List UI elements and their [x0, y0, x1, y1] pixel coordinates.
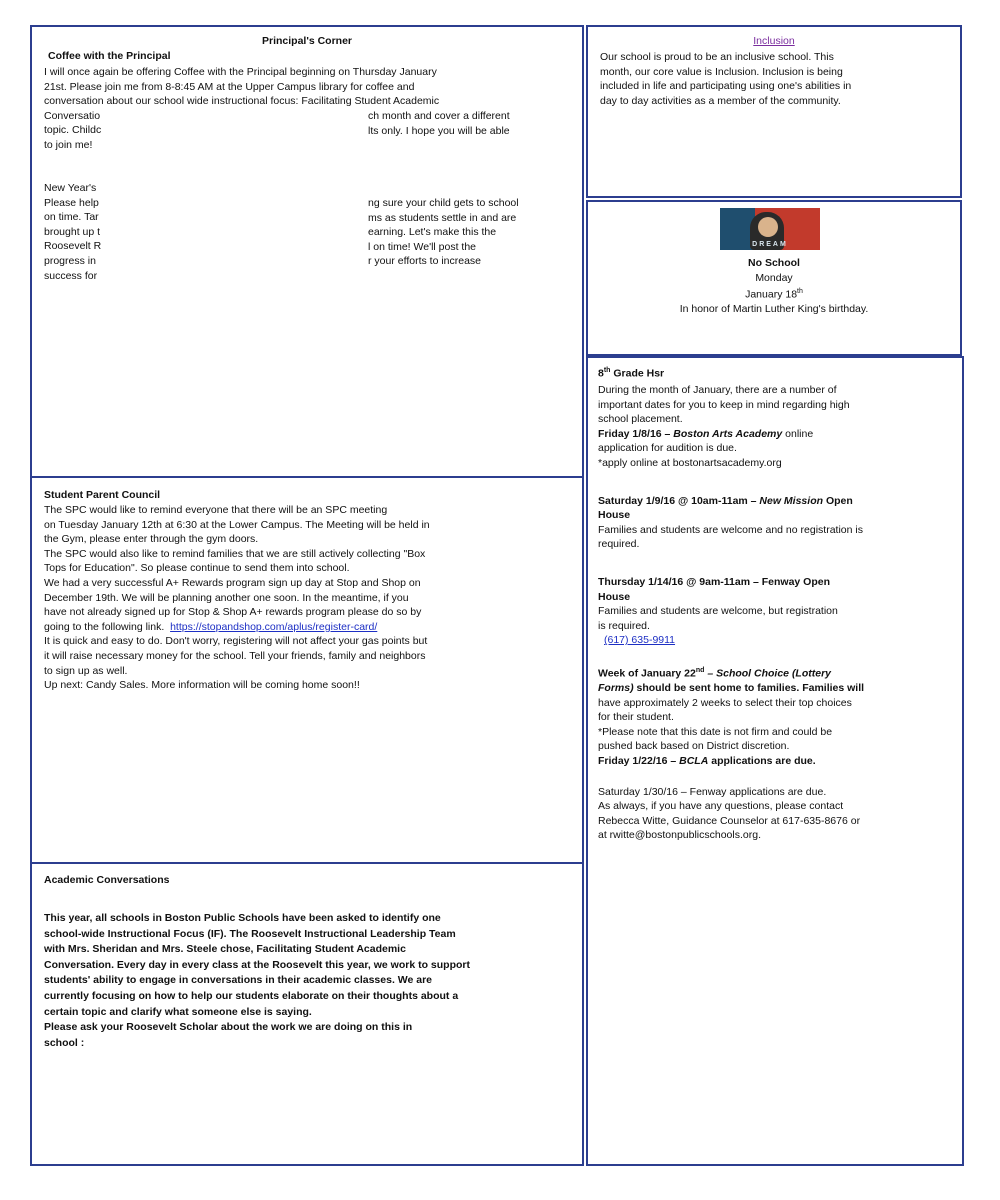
academic-line: certain topic and clarify what someone else is saying.	[44, 1005, 312, 1018]
spc-line: the Gym, please enter through the gym doors.	[44, 533, 259, 546]
event-line: pushed back based on District discretion.	[598, 740, 790, 753]
spc-line: on Tuesday January 12th at 6:30 at the Lower Campus. The Meeting will be held in	[44, 518, 430, 531]
event-rest: should be sent home to families. Families will	[633, 682, 865, 695]
event-fenway-applications: Saturday 1/30/16 – Fenway applications are due.	[598, 785, 827, 798]
portrait-face	[758, 217, 778, 237]
academic-line: students' ability to engage in conversations in their academic classes. We are	[44, 974, 433, 987]
academic-line: currently focusing on how to help our students elaborate on their thoughts about a	[44, 989, 459, 1002]
new-year-right-fragments	[368, 196, 578, 269]
event-date: Friday 1/8/16 –	[598, 427, 674, 440]
event-line: application for audition is due.	[598, 442, 737, 455]
academic-paragraph	[44, 911, 574, 1051]
coffee-line: 21st. Please join me from 8-8:45 AM at the Upper Campus library for coffee and	[44, 80, 415, 93]
new-year-fragment: l on time! We'll post the	[368, 240, 477, 253]
event-suffix: Open	[823, 494, 853, 507]
spc-line: Tops for Education". So please continue to send them into school.	[44, 562, 350, 575]
coffee-line: Conversatio	[44, 109, 101, 122]
spc-line: We had a very successful A+ Rewards program sign up day at Stop and Shop on	[44, 576, 421, 589]
event-name: – School Choice (Lottery	[704, 667, 832, 680]
coffee-line: to join me!	[44, 138, 93, 151]
spc-line: Up next: Candy Sales. More information will be coming home soon!!	[44, 679, 360, 692]
event-line: *apply online at bostonartsacademy.org	[598, 457, 782, 470]
event-line: is required.	[598, 619, 650, 632]
title-rest: Grade Hsr	[610, 367, 665, 380]
event-line	[598, 681, 953, 696]
inclusion-title: Inclusion	[753, 35, 795, 47]
event-line: Families and students are welcome and no registration is	[598, 523, 863, 536]
new-year-fragment: success for	[44, 269, 98, 282]
new-year-block	[44, 181, 164, 283]
spc-line: to sign up as well.	[44, 664, 128, 677]
event-boston-arts-academy	[598, 427, 953, 442]
grade-number: 8	[598, 367, 604, 380]
spc-line: The SPC would also like to remind families that we are still actively collecting "Box	[44, 547, 426, 560]
academic-title: Academic Conversations	[44, 874, 170, 886]
spc-line: December 19th. We will be planning another one soon. In the meantime, if you	[44, 591, 409, 604]
academic-line: with Mrs. Sheridan and Mrs. Steele chose, Facilitating Student Academic	[44, 943, 406, 956]
spc-link-line	[44, 620, 574, 635]
event-name: Boston Arts Academy	[673, 427, 783, 440]
event-suffix: applications are due.	[708, 755, 816, 768]
academic-line: Please ask your Roosevelt Scholar about the work we are doing on this in	[44, 1021, 413, 1034]
coffee-line: conversation about our school wide instructional focus: Facilitating Student Academic	[44, 95, 440, 108]
inclusion-line: day to day activities as a member of the community.	[600, 94, 841, 107]
date-text: January 18	[745, 288, 798, 301]
no-school-text	[586, 256, 962, 317]
link-prefix: going to the following link.	[44, 620, 165, 633]
stop-and-shop-link[interactable]: https://stopandshop.com/aplus/register-card/	[170, 620, 378, 633]
event-line: have approximately 2 weeks to select their top choices	[598, 696, 852, 709]
portrait-caption: DREAM	[752, 241, 788, 248]
event-name-cont: Forms)	[598, 682, 634, 695]
coffee-fragment: lts only. I hope you will be able	[368, 124, 510, 137]
date-suffix: th	[797, 288, 803, 296]
event-line: House	[598, 509, 631, 522]
coffee-line: topic. Childc	[44, 124, 102, 137]
new-year-fragment: earning. Let's make this the	[368, 226, 497, 239]
coffee-line: I will once again be offering Coffee with the Principal beginning on Thursday January	[44, 66, 437, 78]
contact-email: at rwitte@bostonpublicschools.org.	[598, 829, 761, 842]
event-line: House	[598, 590, 631, 603]
spc-line: it will raise necessary money for the school. Tell your friends, family and neighbors	[44, 649, 426, 662]
spc-line: It is quick and easy to do. Don't worry, registering will not affect your gas points but	[44, 635, 428, 648]
event-date: Week of January 22	[598, 667, 696, 680]
new-year-fragment: brought up t	[44, 225, 101, 238]
date-suffix: nd	[695, 667, 705, 674]
event-bcla	[598, 754, 953, 769]
coffee-heading: Coffee with the Principal	[48, 50, 171, 62]
academic-line: This year, all schools in Boston Public Schools have been asked to identify one	[44, 912, 441, 924]
new-year-fragment: r your efforts to increase	[368, 255, 482, 268]
event-line: *Please note that this date is not firm and could be	[598, 725, 833, 738]
academic-line: Conversation. Every day in every class at the Roosevelt this year, we work to support	[44, 958, 470, 971]
new-year-fragment: ng sure your child gets to school	[368, 197, 519, 209]
spc-line: The SPC would like to remind everyone that there will be an SPC meeting	[44, 504, 388, 516]
principals-corner-title: Principal's Corner	[261, 35, 353, 47]
event-line: for their student.	[598, 711, 674, 724]
event-line: required.	[598, 538, 640, 551]
mlk-portrait-image	[720, 208, 820, 250]
event-date: Friday 1/22/16 –	[598, 755, 680, 768]
new-year-fragment: progress in	[44, 254, 96, 267]
no-school-line: No School	[748, 257, 800, 269]
new-year-fragment: ms as students settle in and are	[368, 211, 517, 224]
fenway-phone: (617) 635-9911	[604, 634, 676, 647]
academic-line: school :	[44, 1036, 85, 1049]
intro-line: school placement.	[598, 413, 683, 426]
coffee-right-fragments	[368, 109, 578, 138]
event-new-mission	[598, 494, 953, 509]
eighth-grade-content	[598, 364, 953, 843]
new-year-heading: New Year's	[44, 182, 97, 194]
spc-line: have not already signed up for Stop & Shop A+ rewards program please do so by	[44, 606, 422, 619]
event-line: Families and students are welcome, but registration	[598, 605, 838, 618]
new-year-fragment: Please help	[44, 196, 99, 209]
event-date: Saturday 1/9/16 @ 10am-11am –	[598, 494, 760, 507]
academic-line: school-wide Instructional Focus (IF). The Roosevelt Instructional Leadership Team	[44, 927, 456, 940]
event-name: BCLA	[679, 755, 709, 768]
event-name: New Mission	[759, 494, 824, 507]
spc-paragraph	[44, 503, 574, 693]
inclusion-line: included in life and participating using one's abilities in	[600, 80, 852, 93]
no-school-date	[586, 285, 962, 302]
event-school-choice	[598, 664, 953, 681]
event-suffix: online	[782, 427, 814, 440]
intro-line: During the month of January, there are a number of	[598, 384, 837, 397]
inclusion-line: Our school is proud to be an inclusive school. This	[600, 51, 834, 63]
inclusion-paragraph	[600, 50, 955, 108]
contact-line: As always, if you have any questions, please contact	[598, 800, 844, 813]
coffee-fragment: ch month and cover a different	[368, 110, 510, 122]
contact-line: Rebecca Witte, Guidance Counselor at 617-635-8676 or	[598, 814, 861, 827]
new-year-fragment: Roosevelt R	[44, 240, 102, 253]
no-school-day: Monday	[755, 271, 793, 284]
intro-line: important dates for you to keep in mind regarding high	[598, 398, 850, 411]
event-fenway-open-house: Thursday 1/14/16 @ 9am-11am – Fenway Open	[598, 576, 831, 589]
new-year-fragment: on time. Tar	[44, 211, 99, 224]
grade-suffix: th	[603, 367, 611, 374]
spc-title: Student Parent Council	[44, 489, 161, 501]
inclusion-line: month, our core value is Inclusion. Inclusion is being	[600, 65, 843, 78]
eighth-grade-title	[598, 364, 953, 381]
no-school-reason: In honor of Martin Luther King's birthday.	[679, 303, 869, 316]
